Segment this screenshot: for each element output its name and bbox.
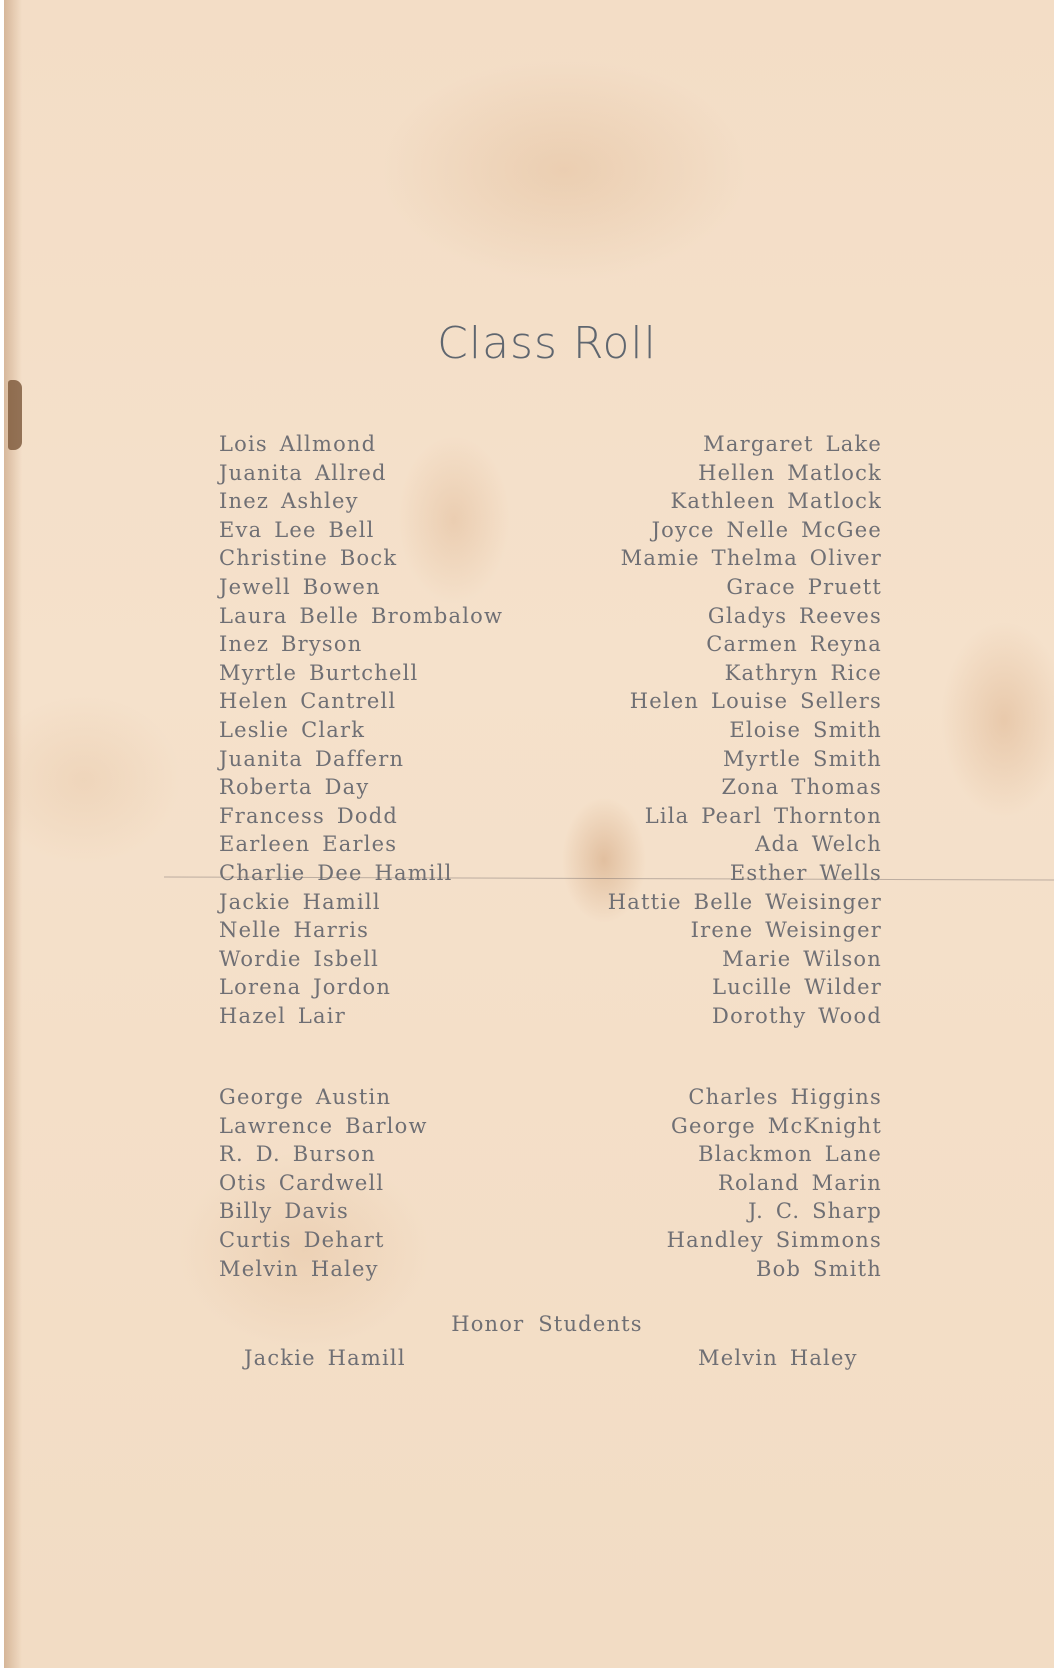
list-item: Joyce Nelle McGee: [651, 517, 882, 542]
list-item: Hellen Matlock: [698, 460, 882, 485]
list-item: J. C. Sharp: [748, 1199, 882, 1224]
list-item: Blackmon Lane: [698, 1142, 882, 1167]
program-page: [4, 0, 1054, 1668]
list-item: Lawrence Barlow: [219, 1113, 428, 1138]
list-item: Melvin Haley: [219, 1256, 379, 1281]
list-item: Eloise Smith: [729, 717, 882, 742]
list-item: Billy Davis: [219, 1199, 350, 1224]
list-item: Francess Dodd: [219, 803, 399, 828]
list-item: Eva Lee Bell: [219, 517, 375, 542]
list-item: Jackie Hamill: [219, 889, 381, 914]
list-item: Roland Marin: [717, 1170, 882, 1195]
list-item: Helen Cantrell: [219, 689, 397, 714]
list-item: Laura Belle Brombalow: [219, 603, 504, 628]
list-item: Charlie Dee Hamill: [219, 860, 453, 885]
list-item: Kathryn Rice: [724, 660, 882, 685]
honor-student: Melvin Haley: [698, 1346, 858, 1370]
honor-student: Jackie Hamill: [244, 1346, 406, 1370]
boys-list-left: [219, 1083, 428, 1283]
list-item: Lucille Wilder: [712, 975, 882, 1000]
list-item: Inez Bryson: [219, 632, 363, 657]
list-item: Jewell Bowen: [219, 574, 381, 599]
list-item: Lorena Jordon: [219, 975, 392, 1000]
list-item: Otis Cardwell: [219, 1170, 385, 1195]
list-item: Curtis Dehart: [219, 1227, 385, 1252]
list-item: Kathleen Matlock: [670, 489, 882, 514]
list-item: Roberta Day: [219, 775, 370, 800]
list-item: Handley Simmons: [666, 1227, 882, 1252]
list-item: R. D. Burson: [219, 1142, 376, 1167]
list-item: Myrtle Burtchell: [219, 660, 419, 685]
page-title: Class Roll: [437, 318, 657, 369]
list-item: Lila Pearl Thornton: [644, 803, 882, 828]
honor-students-heading: Honor Students: [451, 1312, 643, 1336]
girls-list-left: [219, 430, 503, 1030]
page-edge-shading: [4, 0, 22, 1668]
list-item: Ada Welch: [755, 832, 882, 857]
list-item: Leslie Clark: [219, 717, 366, 742]
list-item: Hazel Lair: [219, 1003, 346, 1028]
list-item: Grace Pruett: [726, 574, 882, 599]
list-item: Inez Ashley: [219, 489, 359, 514]
list-item: Bob Smith: [756, 1256, 882, 1281]
girls-list-right: [608, 430, 882, 1030]
list-item: Myrtle Smith: [722, 746, 882, 771]
torn-edge: [8, 380, 22, 450]
list-item: George Austin: [219, 1085, 392, 1109]
list-item: Marie Wilson: [722, 946, 882, 971]
list-item: Margaret Lake: [703, 432, 882, 456]
boys-list-right: [667, 1083, 882, 1283]
list-item: Hattie Belle Weisinger: [607, 889, 882, 914]
list-item: Carmen Reyna: [706, 632, 882, 657]
list-item: Nelle Harris: [219, 918, 370, 943]
list-item: Irene Weisinger: [690, 918, 882, 943]
list-item: Gladys Reeves: [707, 603, 882, 628]
list-item: Mamie Thelma Oliver: [620, 546, 882, 571]
list-item: Lois Allmond: [219, 432, 377, 456]
list-item: Juanita Daffern: [219, 746, 405, 771]
list-item: Zona Thomas: [721, 775, 882, 800]
list-item: George McKnight: [670, 1113, 882, 1138]
list-item: Juanita Allred: [219, 460, 387, 485]
list-item: Earleen Earles: [219, 832, 398, 857]
list-item: Christine Bock: [219, 546, 398, 571]
list-item: Helen Louise Sellers: [629, 689, 882, 714]
list-item: Charles Higgins: [688, 1085, 882, 1109]
list-item: Dorothy Wood: [712, 1003, 882, 1028]
list-item: Esther Wells: [729, 860, 882, 885]
list-item: Wordie Isbell: [219, 946, 380, 971]
